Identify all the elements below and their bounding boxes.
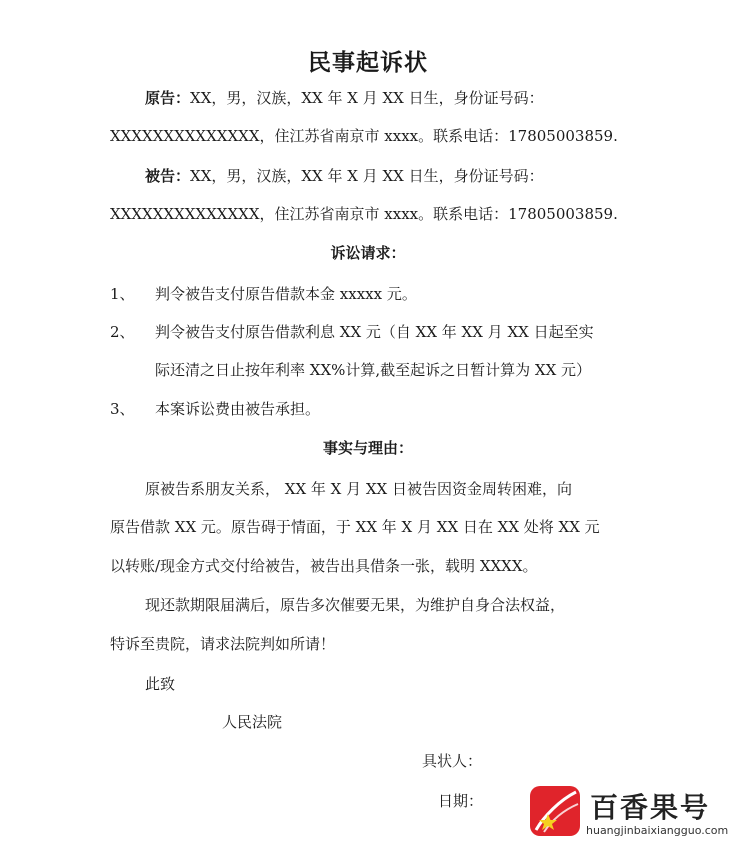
claim-number: 1、 <box>110 285 135 303</box>
plaintiff-line1 <box>145 88 544 108</box>
signer-label: 具状人： <box>422 752 483 770</box>
defendant-info: XX，男，汉族，XX 年 X 月 XX 日生，身份证号码： <box>190 167 544 185</box>
facts-paragraph-line: 原被告系朋友关系， XX 年 X 月 XX 日被告因资金周转困难，向 <box>145 480 573 498</box>
facts-paragraph-line: 原告借款 XX 元。原告碍于情面，于 XX 年 X 月 XX 日在 XX 处将 XX 元 <box>110 518 600 536</box>
claim-item: 判令被告支付原告借款利息 XX 元（自 XX 年 XX 月 XX 日起至实 <box>155 323 594 341</box>
document-title: 民事起诉状 <box>308 50 428 76</box>
facts-paragraph-line: 以转账/现金方式交付给被告，被告出具借条一张，载明 XXXX。 <box>110 557 538 575</box>
site-watermark <box>530 786 736 843</box>
claim-number: 2、 <box>110 323 135 341</box>
plaintiff-label: 原告： <box>145 89 191 107</box>
plaintiff-info: XX，男，汉族，XX 年 X 月 XX 日生，身份证号码： <box>190 89 544 107</box>
claim-item-continued: 际还清之日止按年利率 XX%计算,截至起诉之日暂计算为 XX 元） <box>155 361 592 379</box>
claim-number: 3、 <box>110 400 135 418</box>
date-label: 日期： <box>438 792 484 810</box>
court-name: 人民法院 <box>222 713 283 731</box>
defendant-line2: XXXXXXXXXXXXXX，住江苏省南京市 xxxx。联系电话：17805003859. <box>110 205 618 223</box>
salutation: 此致 <box>145 675 176 693</box>
facts-heading: 事实与理由： <box>322 439 413 457</box>
watermark-url: huangjinbaixiangguo.com <box>586 824 729 837</box>
watermark-logo-icon <box>530 786 580 836</box>
defendant-label: 被告： <box>145 167 191 185</box>
facts-paragraph-line: 现还款期限届满后，原告多次催要无果，为维护自身合法权益， <box>145 596 566 614</box>
claims-heading: 诉讼请求： <box>330 244 406 262</box>
defendant-line1 <box>145 166 544 186</box>
watermark-title: 百香果号 <box>590 791 711 824</box>
plaintiff-line2: XXXXXXXXXXXXXX，住江苏省南京市 xxxx。联系电话：17805003859. <box>110 127 618 145</box>
facts-paragraph-line: 特诉至贵院，请求法院判如所请！ <box>110 635 336 653</box>
claim-item: 判令被告支付原告借款本金 xxxxx 元。 <box>155 285 417 303</box>
claim-item: 本案诉讼费由被告承担。 <box>155 400 321 418</box>
